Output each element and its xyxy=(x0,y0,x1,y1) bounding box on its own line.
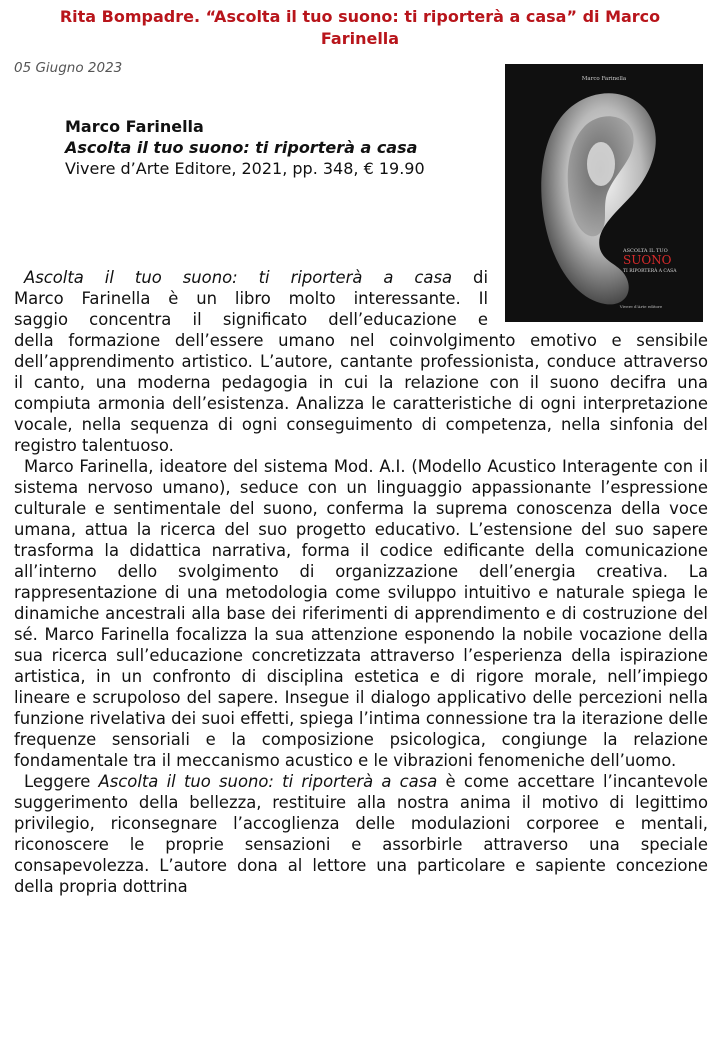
cover-author: Marco Farinella xyxy=(581,76,627,82)
paragraph-1-rest: della formazione dell’essere umano nel coinvolgimento emotivo e sensibile dell’apprendimento artistico. L’autore, cantante professionista, conduce attraverso il canto, una moderna pedagogia in cui la relazione con il suono decifra una compiuta armonia dell’esistenza. Analizza le caratteristiche di ogni interpretazione vocale, nella sequenza di ogni conseguimento di competenza, nella sinfonia del registro talentuoso. xyxy=(14,331,708,455)
article-title: Rita Bompadre. “Ascolta il tuo suono: ti riporterà a casa” di Marco Farinella xyxy=(59,7,661,48)
paragraph-3 xyxy=(14,771,708,897)
book-title-reference: Ascolta il tuo suono: ti riporterà a casa xyxy=(98,772,438,791)
article-body xyxy=(14,330,708,897)
paragraph-2: Marco Farinella, ideatore del sistema Mod. A.I. (Modello Acustico Interagente con il sistema nervoso umano), seduce con un linguaggio appassionante l’espressione culturale e sentimentale del suono, conferma la suprema conoscenza della voce umana, attua la ricerca del suo progetto educativo. L’estensione del suo sapere trasforma la didattica narrativa, forma il codice edificante della comunicazione all’interno dello svolgimento di organizzazione dell’energia creativa. La rappresentazione di una metodologia come sviluppo intuitivo e naturale spiega le dinamiche ancestrali alla base dei riferimenti di apprendimento e di costruzione del sé. Marco Farinella focalizza la sua attenzione esponendo la nobile vocazione della sua ricerca sull’educazione concretizzata attraverso l’esperienza della ispirazione artistica, in un confronto di disciplina estetica e di rigore morale, nell’impiego lineare e scrupoloso del sapere. Insegue il dialogo applicativo delle percezioni nella funzione rivelativa dei suoi effetti, spiega l’intima connessione tra la iterazione delle frequenze sensoriali e la composizione psicologica, congiunge la relazione fondamentale tra il meccanismo acustico e le vibrazioni fenomeniche dell’uomo. xyxy=(14,457,708,770)
book-title: Ascolta il tuo suono: ti riporterà a casa xyxy=(65,138,418,157)
cover-title-big: SUONO xyxy=(623,253,672,267)
paragraph-text: di xyxy=(452,268,488,287)
cover-title-line2: TI RIPORTERÀ A CASA xyxy=(623,269,677,274)
paragraph-line: saggio concentra il significato dell’educazione e xyxy=(14,310,488,329)
paragraph-text: è come accettare l’incantevole suggerimento della bellezza, restituire alla nostra anima il motivo di legittimo privilegio, riconsegnare l’accoglienza delle modulazioni corporee e mentali, riconoscere le proprie sensazioni e assorbirle attraverso una speciale consapevolezza. L’autore dona al lettore una particolare e sapiente concezione della propria dottrina xyxy=(14,772,708,896)
ear-illustration xyxy=(505,64,703,322)
book-title-reference: Ascolta il tuo suono: ti riporterà a casa xyxy=(24,268,453,287)
book-author: Marco Farinella xyxy=(65,117,204,136)
cover-publisher: Vivere d'Arte editore xyxy=(619,304,663,309)
paragraph-line xyxy=(14,267,488,288)
article-date: 05 Giugno 2023 xyxy=(14,60,123,76)
cover-title-line1: ASCOLTA IL TUO xyxy=(623,248,668,254)
book-cover-image xyxy=(505,64,703,322)
paragraph-line: Marco Farinella è un libro molto interessante. Il xyxy=(14,289,488,308)
paragraph-text: Leggere xyxy=(24,772,99,791)
book-publisher: Vivere d’Arte Editore, 2021, pp. 348, € 19.90 xyxy=(65,159,425,178)
article-body-intro xyxy=(14,267,488,330)
book-info xyxy=(65,116,481,179)
embryo-shape xyxy=(587,142,615,186)
